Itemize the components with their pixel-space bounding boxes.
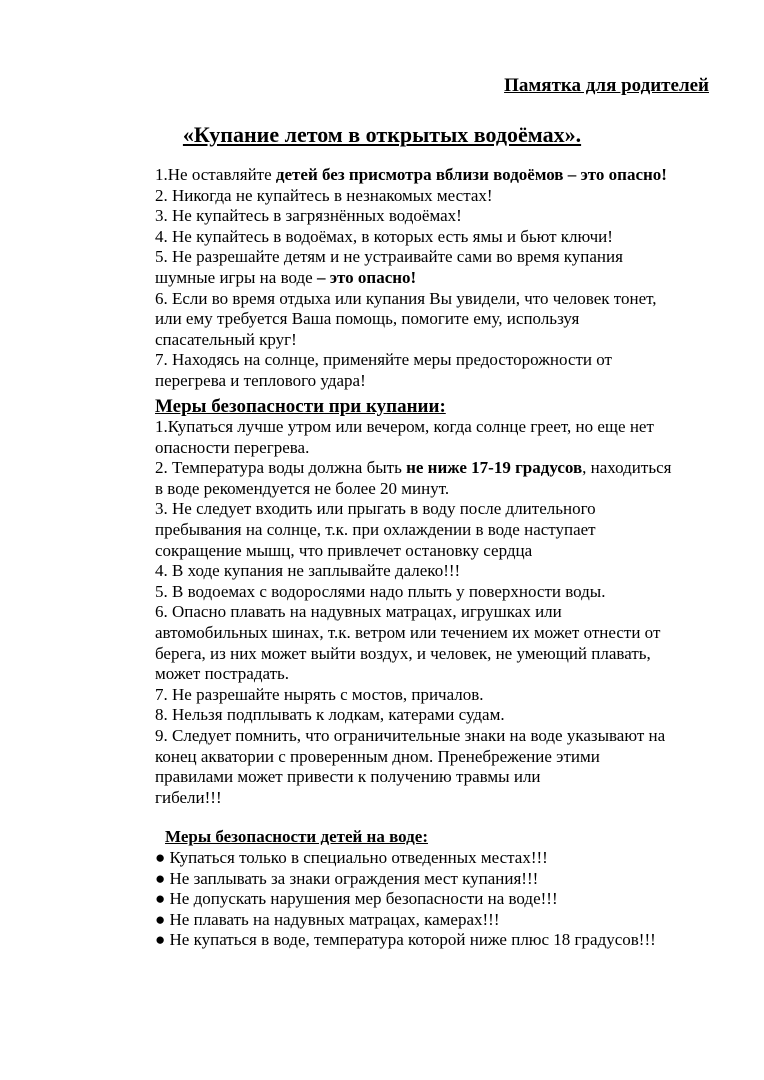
bathing-line: конец акватории с проверенным дном. Пренебрежение этими bbox=[155, 746, 600, 766]
bathing-rules-list bbox=[155, 417, 735, 808]
bathing-line: в воде рекомендуется не более 20 минут. bbox=[155, 478, 450, 498]
bathing-line: 9. Следует помнить, что ограничительные знаки на воде указывают на bbox=[155, 725, 666, 745]
bullet-item: ● Купаться только в специально отведенных местах!!! bbox=[155, 848, 548, 867]
bullet-item: ● Не плавать на надувных матрацах, камерах!!! bbox=[155, 909, 500, 929]
bathing-line: 5. В водоемах с водорослями надо плыть у поверхности воды. bbox=[155, 581, 606, 601]
rule-3: 3. Не купайтесь в загрязнённых водоёмах! bbox=[155, 206, 462, 226]
section-safety-bathing bbox=[155, 395, 735, 419]
rule-7-line-1: 7. Находясь на солнце, применяйте меры предосторожности от bbox=[155, 350, 612, 370]
rule-6-line-1: 6. Если во время отдыха или купания Вы увидели, что человек тонет, bbox=[155, 288, 657, 308]
rule-5-line-2: шумные игры на воде – это опасно! bbox=[155, 267, 417, 287]
rule-1: 1.Не оставляйте детей без присмотра вблизи водоёмов – это опасно! bbox=[155, 165, 667, 184]
bathing-line: гибели!!! bbox=[155, 787, 222, 807]
rule-2: 2. Никогда не купайтесь в незнакомых местах! bbox=[155, 185, 493, 205]
rule-4: 4. Не купайтесь в водоёмах, в которых есть ямы и бьют ключи! bbox=[155, 226, 613, 246]
bathing-line: 7. Не разрешайте нырять с мостов, причалов. bbox=[155, 684, 484, 704]
rule-6-line-2: или ему требуется Ваша помощь, помогите ему, используя bbox=[155, 309, 580, 329]
bathing-line: опасности перегрева. bbox=[155, 437, 310, 457]
rule-5-line-1: 5. Не разрешайте детям и не устраивайте сами во время купания bbox=[155, 247, 623, 267]
document-title: «Купание летом в открытых водоёмах». bbox=[182, 122, 582, 147]
memo-label: Памятка для родителей bbox=[504, 75, 709, 96]
bathing-line: 3. Не следует входить или прыгать в воду после длительного bbox=[155, 499, 596, 519]
bathing-line: берега, из них может выйти воздух, и человек, не умеющий плавать, bbox=[155, 643, 651, 663]
bathing-line: 8. Нельзя подплывать к лодкам, катерами судам. bbox=[155, 705, 505, 725]
rule-7-line-2: перегрева и теплового удара! bbox=[155, 370, 366, 390]
bathing-line: 1.Купаться лучше утром или вечером, когда солнце греет, но еще нет bbox=[155, 417, 654, 436]
bathing-line: 4. В ходе купания не заплывайте далеко!!! bbox=[155, 561, 461, 581]
bullet-item: ● Не купаться в воде, температура которой ниже плюс 18 градусов!!! bbox=[155, 930, 656, 950]
bathing-line: 2. Температура воды должна быть не ниже 17-19 градусов, находиться bbox=[155, 458, 672, 478]
bathing-line: пребывания на солнце, т.к. при охлаждении в воде наступает bbox=[155, 519, 596, 539]
bathing-line: правилами может привести к получению травмы или bbox=[155, 767, 541, 787]
bathing-line: автомобильных шинах, т.к. ветром или течением их может отнести от bbox=[155, 622, 661, 642]
section-heading-children: Меры безопасности детей на воде: bbox=[165, 827, 428, 846]
children-bullet-list bbox=[155, 848, 735, 951]
bullet-item: ● Не заплывать за знаки ограждения мест купания!!! bbox=[155, 868, 539, 888]
rules-list bbox=[155, 165, 735, 392]
bathing-line: может пострадать. bbox=[155, 664, 290, 684]
bathing-line: сокращение мышц, что привлечет остановку сердца bbox=[155, 540, 533, 560]
bullet-item: ● Не допускать нарушения мер безопасности на воде!!! bbox=[155, 889, 558, 909]
section-heading-bathing: Меры безопасности при купании: bbox=[155, 396, 446, 417]
bathing-line: 6. Опасно плавать на надувных матрацах, игрушках или bbox=[155, 602, 562, 622]
rule-6-line-3: спасательный круг! bbox=[155, 329, 297, 349]
